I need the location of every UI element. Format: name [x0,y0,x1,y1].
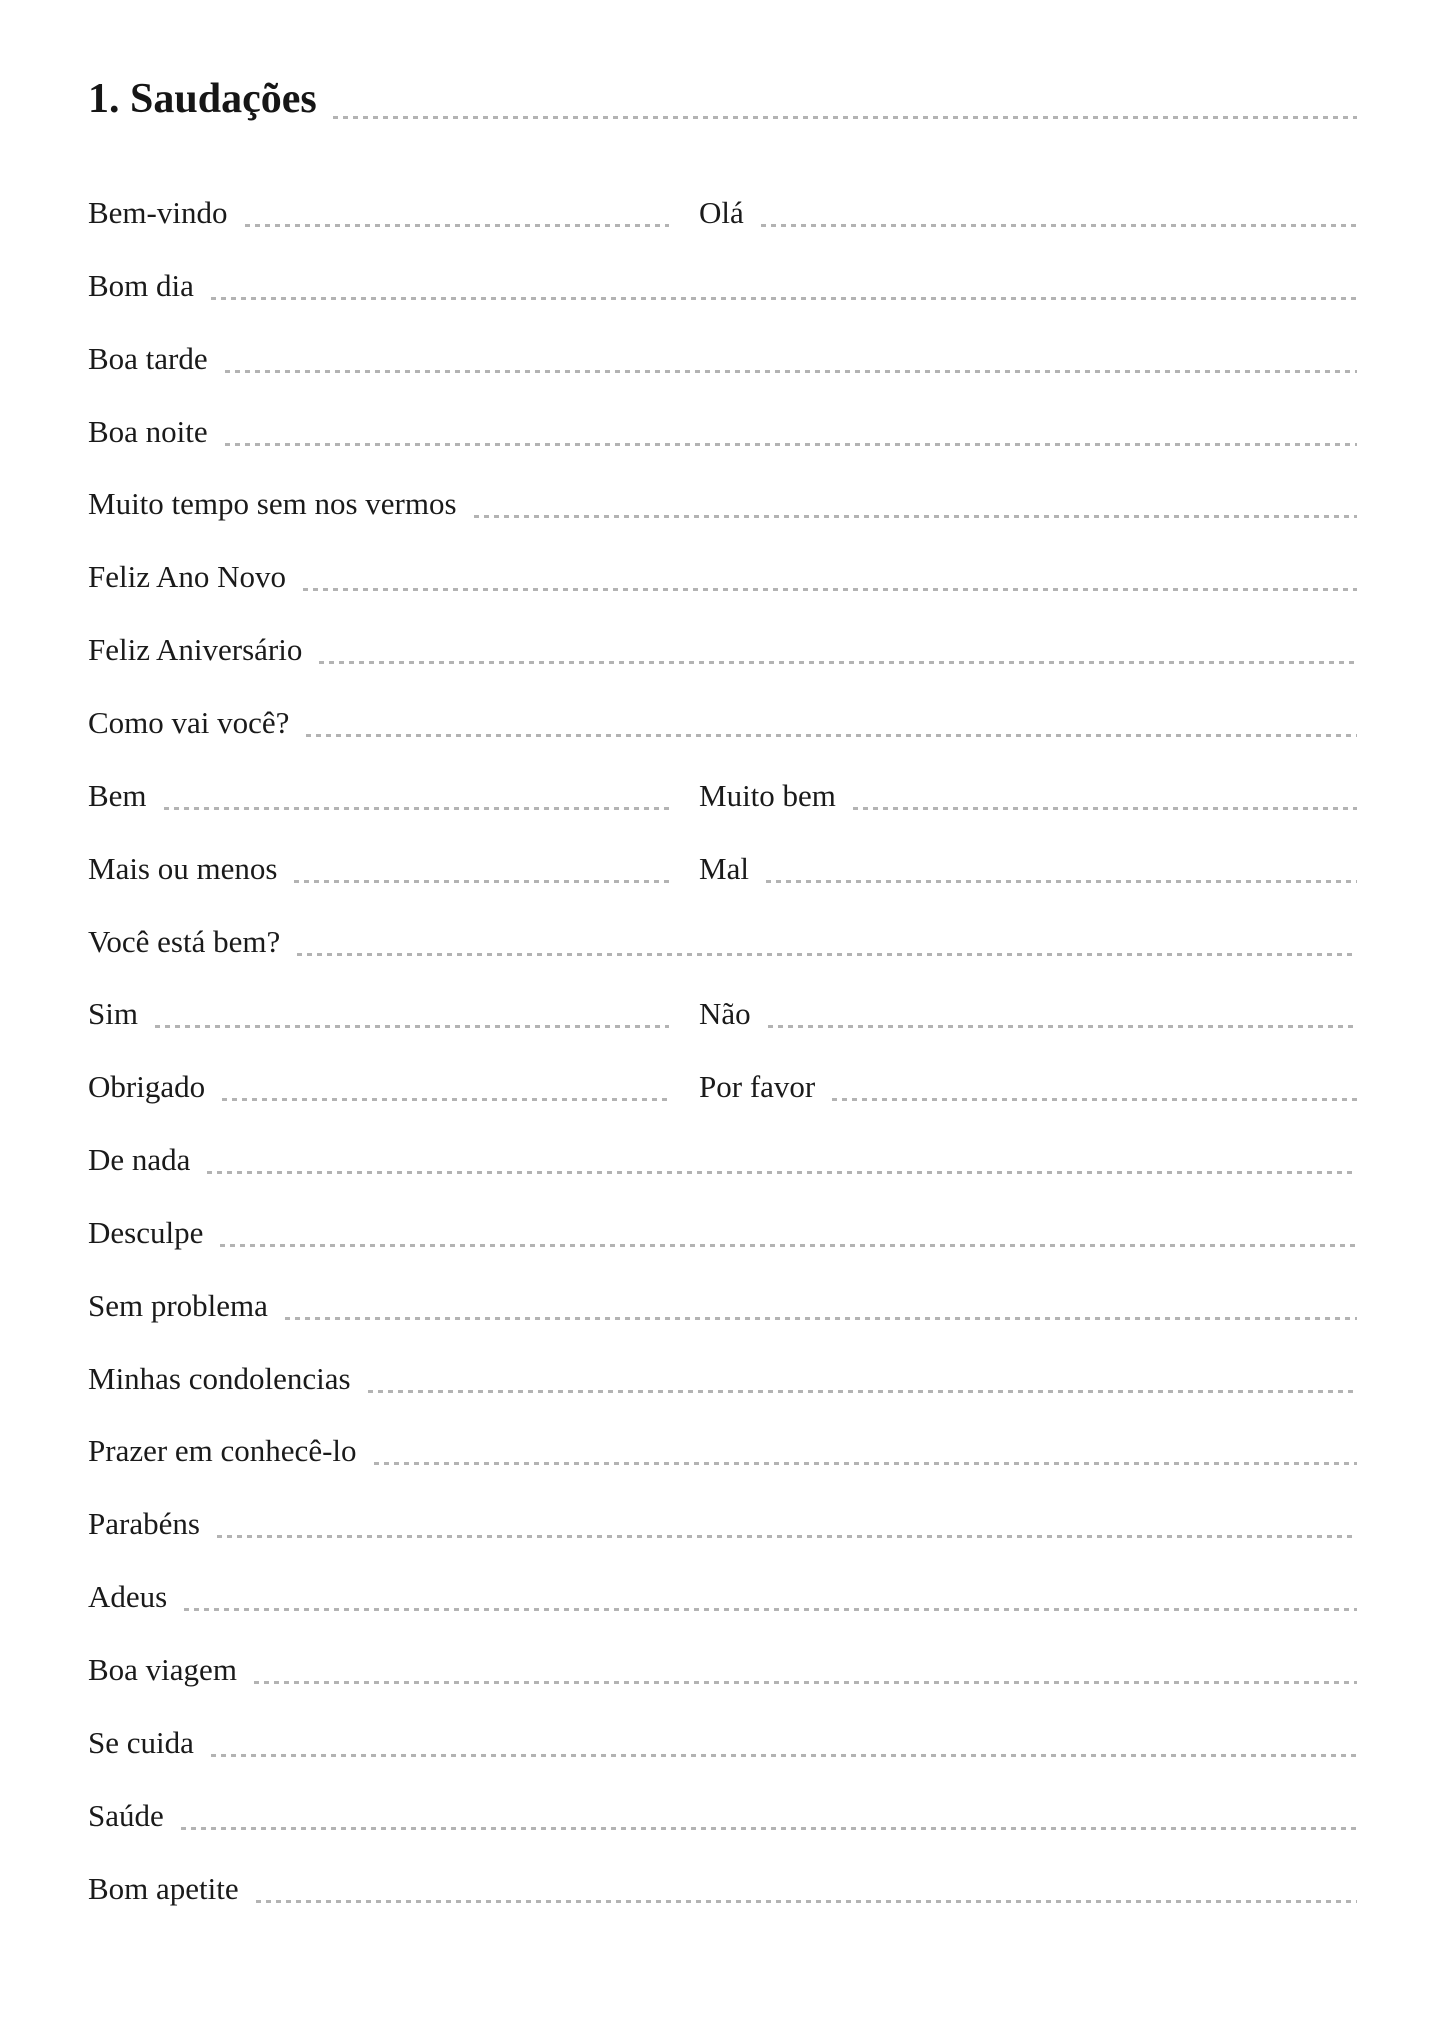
phrase-row [88,333,1357,377]
phrase-row [88,260,1357,304]
phrase-label: Muito tempo sem nos vermos [88,486,457,522]
fill-in-line [474,515,1357,518]
fill-in-line [374,1462,1357,1465]
phrase-label: Desculpe [88,1214,204,1250]
phrase-cell [88,1863,1357,1907]
phrase-cell [88,406,1357,450]
phrase-row [88,187,1357,231]
phrase-cell [88,916,1357,960]
section-title-row [88,58,1357,122]
phrase-cell [699,770,1357,814]
phrase-cell [88,988,669,1032]
phrase-cell [88,1280,1357,1324]
fill-in-line [155,1025,669,1028]
phrase-label: Boa viagem [88,1652,237,1687]
phrase-cell [699,988,1357,1032]
fill-in-line [319,661,1357,664]
fill-in-line [254,1681,1357,1684]
phrase-row [88,1571,1357,1615]
phrase-label: Sim [88,996,138,1032]
phrase-label: Bem-vindo [88,195,228,230]
phrase-row [88,1863,1357,1907]
phrase-label: Boa tarde [88,340,208,376]
phrase-row [88,478,1357,522]
phrase-row [88,1498,1357,1542]
fill-in-line [294,880,669,883]
phrase-row [88,1061,1357,1105]
phrase-cell [88,1134,1357,1178]
phrase-label: Bom dia [88,267,194,303]
fill-in-line [207,1171,1357,1174]
phrase-label: Muito bem [699,777,836,813]
phrase-row [88,551,1357,595]
fill-in-line [285,1317,1357,1320]
fill-in-line [256,1900,1357,1903]
fill-in-line [222,1098,669,1101]
phrase-cell [88,843,669,887]
phrase-label: Adeus [88,1579,168,1615]
phrase-label: Obrigado [88,1069,206,1105]
fill-in-line [181,1827,1357,1830]
phrase-row [88,988,1357,1032]
fill-in-line [297,953,1357,956]
fill-in-line [832,1098,1357,1101]
fill-in-line [853,807,1357,810]
phrase-cell [88,1717,1357,1761]
phrase-label: Bom apetite [88,1870,239,1906]
phrase-cell [699,187,1357,231]
fill-in-line [768,1025,1357,1028]
phrase-label: Feliz Aniversário [88,632,303,668]
phrase-label: Mal [699,850,749,886]
fill-in-line [225,370,1357,373]
fill-in-line [164,807,669,810]
phrase-cell [88,187,669,231]
phrase-cell [88,697,1357,741]
phrase-cell [88,1498,1357,1542]
phrase-label: Feliz Ano Novo [88,559,287,595]
phrase-row [88,1353,1357,1397]
phrase-row [88,406,1357,450]
phrase-cell [88,1790,1357,1834]
phrase-cell [88,1571,1357,1615]
phrase-label: Não [699,996,751,1032]
phrase-row [88,916,1357,960]
phrase-row [88,1644,1357,1688]
fill-in-line [245,224,670,227]
phrase-cell [88,770,669,814]
phrase-label: Prazer em conhecê-lo [88,1433,357,1469]
phrase-cell [88,1425,1357,1469]
phrase-row [88,697,1357,741]
section-title: 1. Saudações [88,76,317,122]
phrase-cell [699,1061,1357,1105]
fill-in-line [211,1754,1357,1757]
phrase-label: Minhas condolencias [88,1360,351,1396]
phrase-label: De nada [88,1142,191,1178]
fill-in-line [306,734,1357,737]
phrase-label: Se cuida [88,1724,194,1760]
phrase-cell [88,1207,1357,1251]
fill-in-line [184,1608,1357,1611]
phrase-label: Como vai você? [88,704,290,740]
phrase-row [88,1280,1357,1324]
fill-in-line [761,224,1357,227]
phrase-label: Parabéns [88,1506,200,1542]
phrase-row [88,770,1357,814]
phrase-label: Bem [88,777,147,813]
phrase-row [88,843,1357,887]
phrase-row [88,1207,1357,1251]
title-dashed-rule [333,116,1357,119]
phrase-row [88,624,1357,668]
phrase-cell [699,843,1357,887]
phrase-label: Você está bem? [88,923,281,959]
fill-in-line [303,588,1357,591]
phrase-cell [88,260,1357,304]
fill-in-line [217,1535,1357,1538]
phrase-label: Por favor [699,1069,816,1105]
phrase-label: Saúde [88,1797,164,1833]
phrase-label: Sem problema [88,1287,268,1323]
phrase-row [88,1425,1357,1469]
phrase-row [88,1134,1357,1178]
fill-in-line [220,1244,1357,1247]
phrase-label: Mais ou menos [88,850,278,886]
phrase-cell [88,333,1357,377]
fill-in-line [368,1390,1357,1393]
phrase-cell [88,551,1357,595]
fill-in-line [766,880,1357,883]
phrase-cell [88,478,1357,522]
phrase-row [88,1717,1357,1761]
phrase-cell [88,1353,1357,1397]
phrase-cell [88,1644,1357,1688]
phrase-cell [88,1061,669,1105]
fill-in-line [211,297,1357,300]
fill-in-line [225,443,1357,446]
phrase-label: Boa noite [88,413,208,449]
phrase-label: Olá [699,195,744,230]
phrase-cell [88,624,1357,668]
phrase-row [88,1790,1357,1834]
